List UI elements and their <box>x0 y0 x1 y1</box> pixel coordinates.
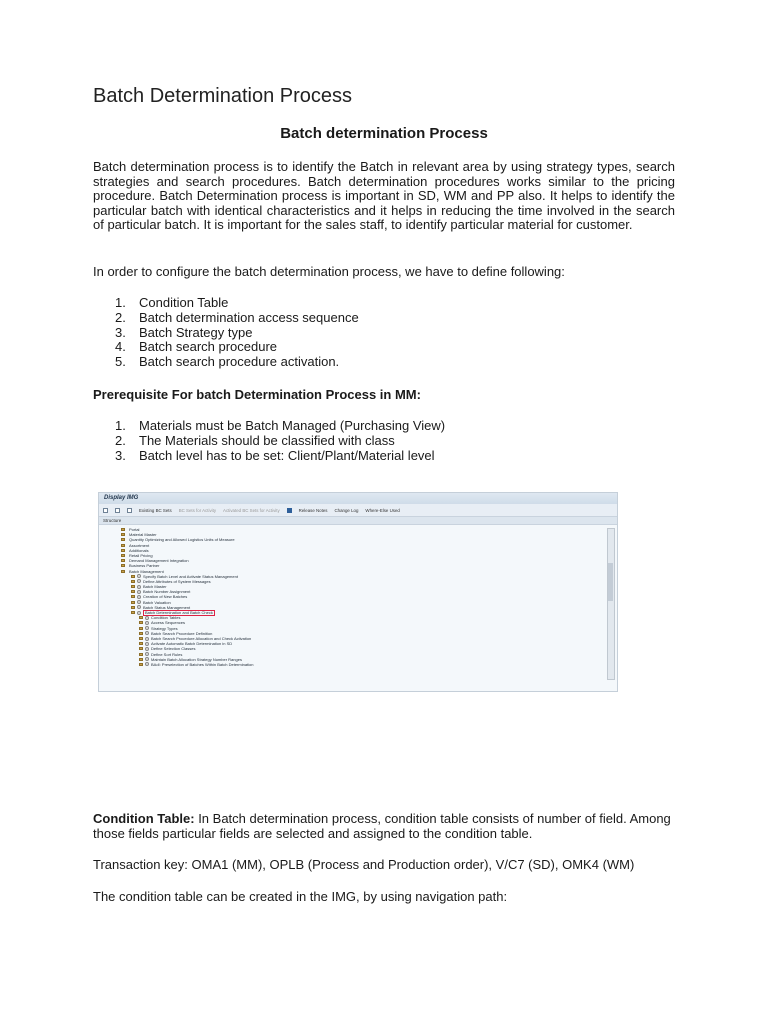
list-item: 1. Condition Table <box>115 295 229 310</box>
list-item: 2. The Materials should be classified with class <box>115 432 395 448</box>
toolbar-item: Existing BC Sets <box>139 507 172 513</box>
activity-icon <box>145 642 149 646</box>
folder-icon <box>121 570 125 573</box>
folder-icon <box>131 601 135 604</box>
list-item: 1. Materials must be Batch Managed (Purchasing View) <box>115 418 446 433</box>
tree-node[interactable] <box>99 662 617 667</box>
tree-node-label: Batch Master <box>143 584 167 590</box>
toolbar-item: Change Log <box>334 507 359 513</box>
toolbar-item: Release Notes <box>298 507 328 513</box>
activity-icon <box>145 647 149 651</box>
tree-node-label: Batch Determination and Batch Check <box>145 610 213 616</box>
condition-table-label: Condition Table: <box>93 811 195 826</box>
folder-icon <box>121 554 125 557</box>
toolbar-item: BC Sets for Activity <box>178 507 217 513</box>
activity-icon <box>145 621 149 625</box>
activity-icon <box>145 662 149 666</box>
tree-node-label: Batch Valuation <box>143 599 171 605</box>
folder-icon <box>121 559 125 562</box>
tree-node-label: Additionals <box>129 547 149 553</box>
prerequisite-title: Prerequisite For batch Determination Process in MM: <box>93 387 421 402</box>
condition-table-paragraph <box>93 812 675 841</box>
config-paragraph: In order to configure the batch determination process, we have to define following: <box>93 264 565 279</box>
activity-icon <box>137 590 141 594</box>
info-icon <box>287 508 292 513</box>
print-icon <box>127 508 132 513</box>
folder-icon <box>121 544 125 547</box>
document-title: Batch Determination Process <box>93 85 353 107</box>
activity-icon <box>145 657 149 661</box>
tree-node-label: Define Selection Classes <box>151 646 196 652</box>
tree-node-label: Batch Number Assignment <box>143 589 191 595</box>
folder-icon <box>121 564 125 567</box>
folder-icon <box>139 663 143 666</box>
tree-node-label: Quantity Optimizing and Allowed Logistics Units of Measure <box>129 537 235 543</box>
tree-node-label: Specify Batch Level and Activate Status Management <box>143 573 238 579</box>
tree-node-label: Portal <box>129 527 140 532</box>
list-item: 3. Batch level has to be set: Client/Plant/Material level <box>115 447 435 463</box>
folder-icon <box>139 621 143 624</box>
tree-node-label: Batch Search Procedure Definition <box>151 630 213 636</box>
activity-icon <box>145 637 149 641</box>
folder-icon <box>131 580 135 583</box>
activity-icon <box>137 574 141 578</box>
activity-icon <box>137 579 141 583</box>
transaction-key-paragraph: Transaction key: OMA1 (MM), OPLB (Process and Production order), V/C7 (SD), OMK4 (WM) <box>93 857 635 872</box>
list-item: 2. Batch determination access sequence <box>115 309 359 325</box>
folder-icon <box>139 642 143 645</box>
screenshot-window-title: Display IMG <box>99 493 617 504</box>
activity-icon <box>137 600 141 604</box>
activity-icon <box>137 585 141 589</box>
activity-icon <box>137 595 141 599</box>
tree-node-label: Strategy Types <box>151 625 178 631</box>
tree-node-label: Batch Management <box>129 568 164 574</box>
tree-node-label: Retail Pricing <box>129 552 153 558</box>
tree-node-label: Creation of New Batches <box>143 594 188 600</box>
folder-icon <box>121 528 125 531</box>
structure-header: Structure <box>99 517 617 525</box>
folder-icon <box>139 658 143 661</box>
activity-icon <box>145 631 149 635</box>
tree-node-label: Activate Automatic Batch Determination in SD <box>151 641 233 647</box>
activity-icon <box>145 616 149 620</box>
folder-icon <box>139 627 143 630</box>
folder-icon <box>139 653 143 656</box>
tree-node-label: Demand Management Integration <box>129 558 189 564</box>
config-steps-list <box>93 296 359 370</box>
tree-node-label: Access Sequences <box>151 620 186 626</box>
tree-node-label: Define Sort Rules <box>151 651 183 657</box>
condition-table-text: In Batch determination process, condition table consists of number of field. Among those fields particular fields are selected and assigned to the condition table. <box>93 811 671 841</box>
tree-node-label: Assortment <box>129 542 150 548</box>
tree-node-label: BAdI: Preselection of Batches Within Batch Determination <box>151 661 254 667</box>
tree-node-label: Batch Search Procedure Allocation and Check Activation <box>151 635 252 641</box>
tree-node-label: Material Master <box>129 532 157 538</box>
intro-paragraph: Batch determination process is to identify the Batch in relevant area by using strategy types, search strategies and search procedures. Batch determination procedures works similar to the pricing procedure. Batch Determination process is important in SD, WM and PP also. It helps to identify the particular batch with identical characteristics and it helps in reducing the time involved in the search of particular batch. It is important for the sales staff, to identify particular material for customer. <box>93 159 675 233</box>
tree-node-label: Batch Status Management <box>143 604 191 610</box>
img-screenshot <box>98 492 618 692</box>
scrollbar-thumb <box>608 563 613 601</box>
toolbar-item: Where-Else Used <box>365 507 400 513</box>
folder-icon <box>139 616 143 619</box>
folder-icon <box>131 595 135 598</box>
img-tree <box>99 525 617 692</box>
folder-icon <box>121 538 125 541</box>
scrollbar <box>607 528 615 680</box>
folder-icon <box>139 637 143 640</box>
list-item: 5. Batch search procedure activation. <box>115 354 340 370</box>
folder-icon <box>131 611 135 614</box>
activity-icon <box>145 652 149 656</box>
folder-icon <box>131 575 135 578</box>
folder-icon <box>131 606 135 609</box>
list-item: 3. Batch Strategy type <box>115 324 253 340</box>
folder-icon <box>139 632 143 635</box>
activity-icon <box>145 626 149 630</box>
check-icon <box>103 508 108 513</box>
tree-node-label: Condition Tables <box>151 615 181 621</box>
folder-icon <box>121 549 125 552</box>
section-title: Batch determination Process <box>280 125 488 142</box>
save-icon <box>115 508 120 513</box>
tree-node-label: Maintain Batch Allocation Strategy Number Ranges <box>151 656 242 662</box>
navigation-paragraph: The condition table can be created in the IMG, by using navigation path: <box>93 889 508 904</box>
activity-icon <box>137 605 141 609</box>
folder-icon <box>121 533 125 536</box>
tree-node-label: Business Partner <box>129 563 160 569</box>
toolbar-item: Activated BC Sets for Activity <box>223 507 280 513</box>
folder-icon <box>131 585 135 588</box>
activity-icon <box>137 611 141 615</box>
folder-icon <box>139 647 143 650</box>
tree-node-label: Define Attributes of System Messages <box>143 578 211 584</box>
screenshot-toolbar <box>99 504 617 517</box>
list-item: 4. Batch search procedure <box>115 339 278 355</box>
folder-icon <box>131 590 135 593</box>
prerequisites-list <box>93 419 445 463</box>
